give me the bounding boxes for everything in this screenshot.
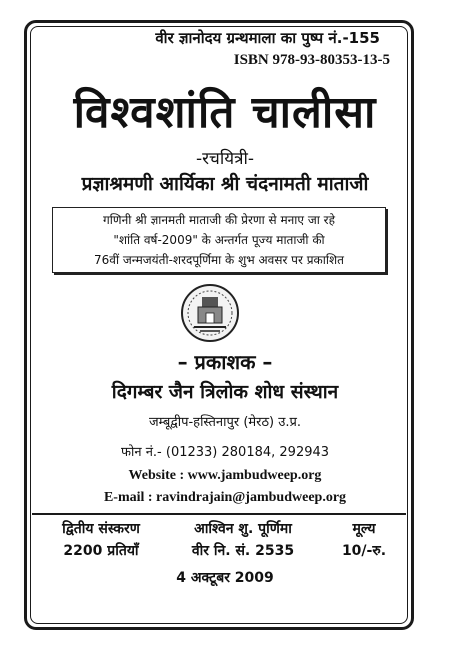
era-date: वीर नि. सं. 2535 [191,543,295,559]
price-block [324,518,404,562]
author-name: प्रज्ञाश्रमणी आर्यिका श्री चंदनामती माताजी [81,173,369,195]
dedication-box [52,207,386,273]
publisher-address: जम्बूद्वीप-हस्तिनापुर (मेरठ) उ.प्र. [148,415,302,430]
footer-divider [32,513,406,515]
dedication-line-3: 76वीं जन्मजयंती-शरदपूर्णिमा के शुभ अवसर पर प्रकाशित [94,253,344,267]
publisher-email: E-mail : ravindrajain@jambudweep.org [103,490,347,505]
month-label: आश्विन शु. पूर्णिमा [194,521,292,537]
publisher-website: Website : www.jambudweep.org [128,468,322,483]
isbn: ISBN 978-93-80353-13-5 [233,52,390,68]
publisher-phone: फोन नं.- (01233) 280184, 292943 [120,445,330,460]
series-line: वीर ज्ञानोदय ग्रन्थमाला का पुष्प नं.-155 [155,29,380,47]
publication-date: 4 अक्टूबर 2009 [176,570,274,586]
publisher-name: दिगम्बर जैन त्रिलोक शोध संस्थान [111,381,339,403]
institution-emblem-icon [180,283,240,343]
publisher-label: – प्रकाशक – [177,350,273,374]
date-block [168,518,318,562]
dedication-line-1: गणिनी श्री ज्ञानमती माताजी की प्रेरणा से मनाए जा रहे [103,213,335,227]
edition-block [36,518,166,562]
author-label: -रचयित्री- [195,149,255,169]
copies: 2200 प्रतियाँ [63,543,139,559]
price-label: मूल्य [352,521,376,537]
book-title: विश्वशांति चालीसा [73,87,377,138]
edition-label: द्वितीय संस्करण [62,521,140,537]
dedication-line-2: "शांति वर्ष-2009" के अन्तर्गत पूज्य माताजी की [113,233,325,247]
price: 10/-रु. [341,543,387,559]
